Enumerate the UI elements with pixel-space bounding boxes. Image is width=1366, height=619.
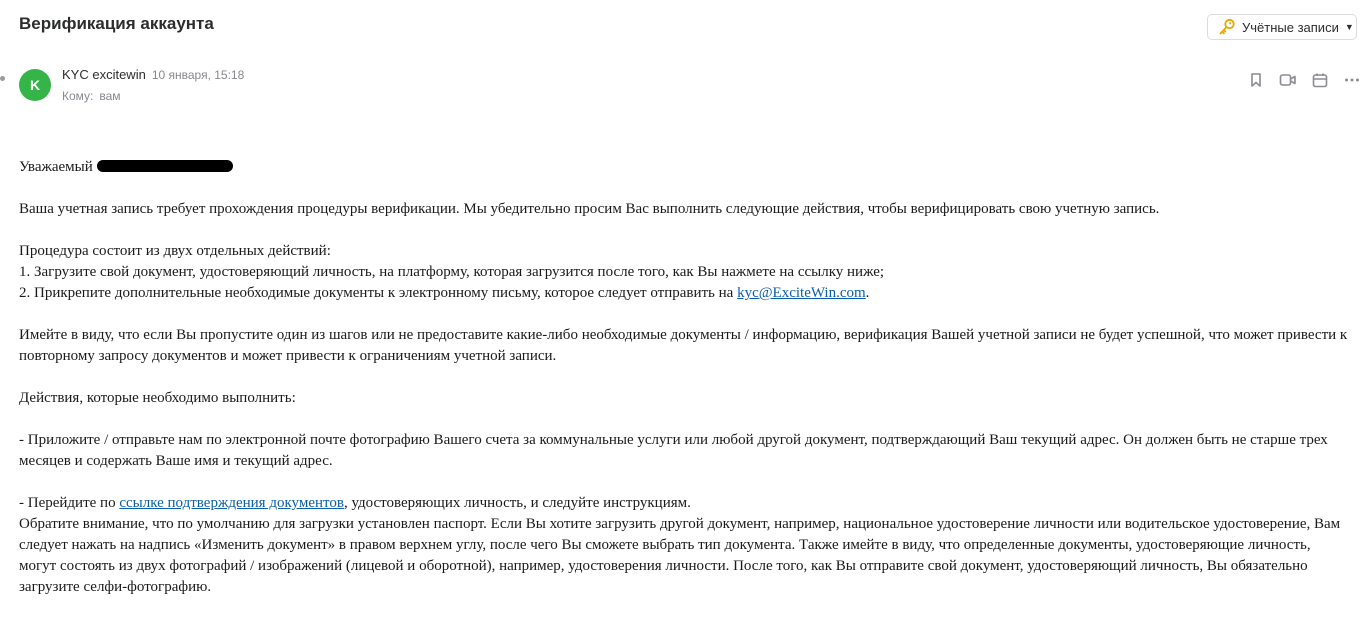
paragraph-address-proof: - Приложите / отправьте нам по электронной почте фотографию Вашего счета за коммунальные услуги или любой другой документ, подтверждающий Ваш текущий адрес. Он должен быть не старше трех месяцев и содержать Ваше имя и текущий адрес. (19, 432, 1328, 469)
to-value[interactable]: вам (99, 89, 121, 103)
kyc-email-link[interactable]: kyc@ExciteWin.com (737, 285, 866, 301)
recipient-line (62, 89, 121, 103)
sender-name[interactable]: KYC excitewin (62, 67, 146, 82)
email-subject: Верификация аккаунта (19, 14, 214, 33)
paragraph-intro: Ваша учетная запись требует прохождения процедуры верификации. Мы убедительно просим Вас выполнить следующие действия, чтобы верифицировать свою учетную запись. (19, 201, 1160, 217)
accounts-label: Учётные записи (1242, 19, 1339, 35)
to-label: Кому: (62, 89, 94, 103)
message-actions (1246, 71, 1362, 89)
greeting-line (19, 157, 1349, 178)
verify-text-post: , удостоверяющих личность, и следуйте инструкциям. (343, 495, 691, 511)
email-body (19, 157, 1349, 598)
verify-text-pre: - Перейдите по (19, 495, 120, 511)
paragraph-verify-link (19, 493, 1349, 514)
procedure-step-1: 1. Загрузите свой документ, удостоверяющий личность, на платформу, которая загрузится после того, как Вы нажмете на ссылку ниже; (19, 264, 885, 280)
actions-heading: Действия, которые необходимо выполнить: (19, 390, 296, 406)
greeting: Уважаемый (19, 159, 93, 175)
message-date: 10 января, 15:18 (151, 68, 245, 82)
sender-avatar[interactable]: K (19, 69, 51, 101)
procedure-heading: Процедура состоит из двух отдельных действий: (19, 243, 331, 259)
procedure-step-2 (19, 283, 1349, 304)
paragraph-note: Обратите внимание, что по умолчанию для загрузки установлен паспорт. Если Вы хотите загрузить другой документ, например, национальное удостоверение личности или водительское удостоверение, Вам следует нажать на надпись «Изменить документ» в правом верхнем углу, после чего Вы сможете выбрать тип документа. Также имейте в виду, что определенные документы, удостоверяющие личность, могут состоять из двух фотографий / изображений (лицевой и оборотной), например, удостоверения личности. После того, как Вы отправите свой документ, удостоверяющий личность, Вы обязательно загрузите селфи-фотографию. (19, 516, 1341, 595)
chevron-down-icon: ▼ (1344, 22, 1354, 32)
accounts-dropdown-button[interactable] (1207, 14, 1357, 40)
step-2-end: . (865, 285, 870, 301)
redacted-name (97, 160, 233, 172)
calendar-icon[interactable] (1310, 71, 1330, 89)
document-verification-link[interactable]: ссылке подтверждения документов (119, 495, 344, 511)
key-icon (1217, 17, 1237, 37)
more-icon[interactable] (1342, 71, 1362, 89)
bookmark-icon[interactable] (1246, 71, 1266, 89)
sender-line (62, 67, 244, 82)
video-icon[interactable] (1278, 71, 1298, 89)
unread-dot (0, 76, 5, 81)
step-2-text: 2. Прикрепите дополнительные необходимые документы к электронному письму, которое следует отправить на (19, 285, 738, 301)
paragraph-warning: Имейте в виду, что если Вы пропустите один из шагов или не предоставите какие-либо необходимые документы / информацию, верификация Вашей учетной записи не будет успешной, что может привести к повторному запросу документов и может привести к ограничениям учетной записи. (19, 327, 1348, 364)
